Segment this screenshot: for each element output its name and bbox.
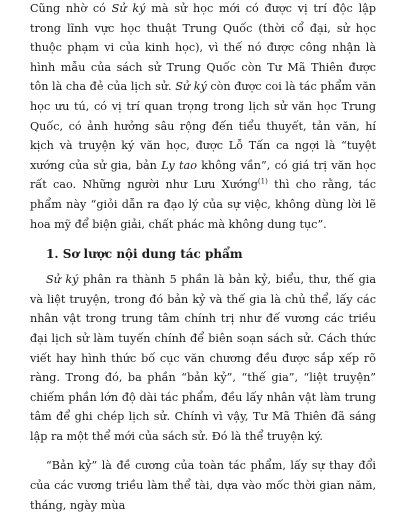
- paragraph-3: [30, 456, 376, 515]
- paragraph-1-text-1: Cũng nhờ có: [30, 2, 112, 15]
- text-column: [30, 0, 376, 515]
- paragraph-3-text-1: “Bản kỷ” là đề cương của toàn tác phẩm, lấy sự thay đổi của các vương triều làm thể tài, dựa vào mốc thời gian năm, tháng, ngày mùa: [30, 459, 376, 512]
- paragraph-1-text-3: còn được coi là tác phẩm văn học ưu tú, có vị trí quan trọng trong lịch sử văn học Trung Quốc, có ảnh hưởng sâu rộng đến tiểu thuyết, tản văn, hí kịch và truyện ký văn học, được Lỗ Tấn ca ngợi là “tuyệt xướng của sử gia, bản: [30, 80, 376, 172]
- paragraph-2: [30, 270, 376, 446]
- paragraph-gap: [30, 446, 376, 456]
- book-title-su-ky: Sử ký: [46, 273, 79, 287]
- paragraph-1-text-4: không vần”, có giá trị văn học rất cao. Những người như Lưu Xướng: [30, 158, 376, 192]
- section-heading: 1. Sơ lược nội dung tác phẩm: [46, 247, 243, 262]
- book-title-su-ky: Sử ký: [175, 80, 207, 94]
- paragraph-1-text-5: thì cho rằng, tác phẩm này “giỏi dẫn ra đạo lý của sự việc, không dùng lời lẽ hoa mỹ để biện giải, chất phác mà không dung tục”.: [30, 178, 376, 231]
- paragraph-1-text-2: mà sử học mới có được vị trí độc lập trong lĩnh vực học thuật Trung Quốc (thời cổ đại, sử học thuộc phạm vi của kinh học), vì thế nó được công nhận là hình mẫu của sách sử Trung Quốc còn Tư Mã Thiên được tôn là cha đẻ của lịch sử.: [30, 2, 376, 94]
- paragraph-1: [30, 0, 376, 234]
- book-title-su-ky: Sử ký: [111, 2, 146, 15]
- book-title-ly-tao: Ly tao: [161, 158, 197, 172]
- paragraph-2-text-1: phân ra thành 5 phần là bản kỷ, biểu, thư, thế gia và liệt truyện, trong đó bản kỷ và thế gia là chủ thể, lấy các nhân vật trong trung tâm chính trị như đế vương các triều đại lịch sử làm tuyến chính để biên soạn sách sử. Cách thức viết hay hình thức bố cục văn chương đều được sắp xếp rõ ràng. Trong đó, ba phần “bản kỷ”, “thế gia”, “liệt truyện” chiếm phần lớn độ dài tác phẩm, đều lấy nhân vật làm trung tâm để ghi chép lịch sử. Chính vì vậy, Tư Mã Thiên đã sáng lập ra một thể mới của sách sử. Đó là thể truyện ký.: [30, 273, 376, 443]
- footnote-marker: (1): [257, 177, 268, 186]
